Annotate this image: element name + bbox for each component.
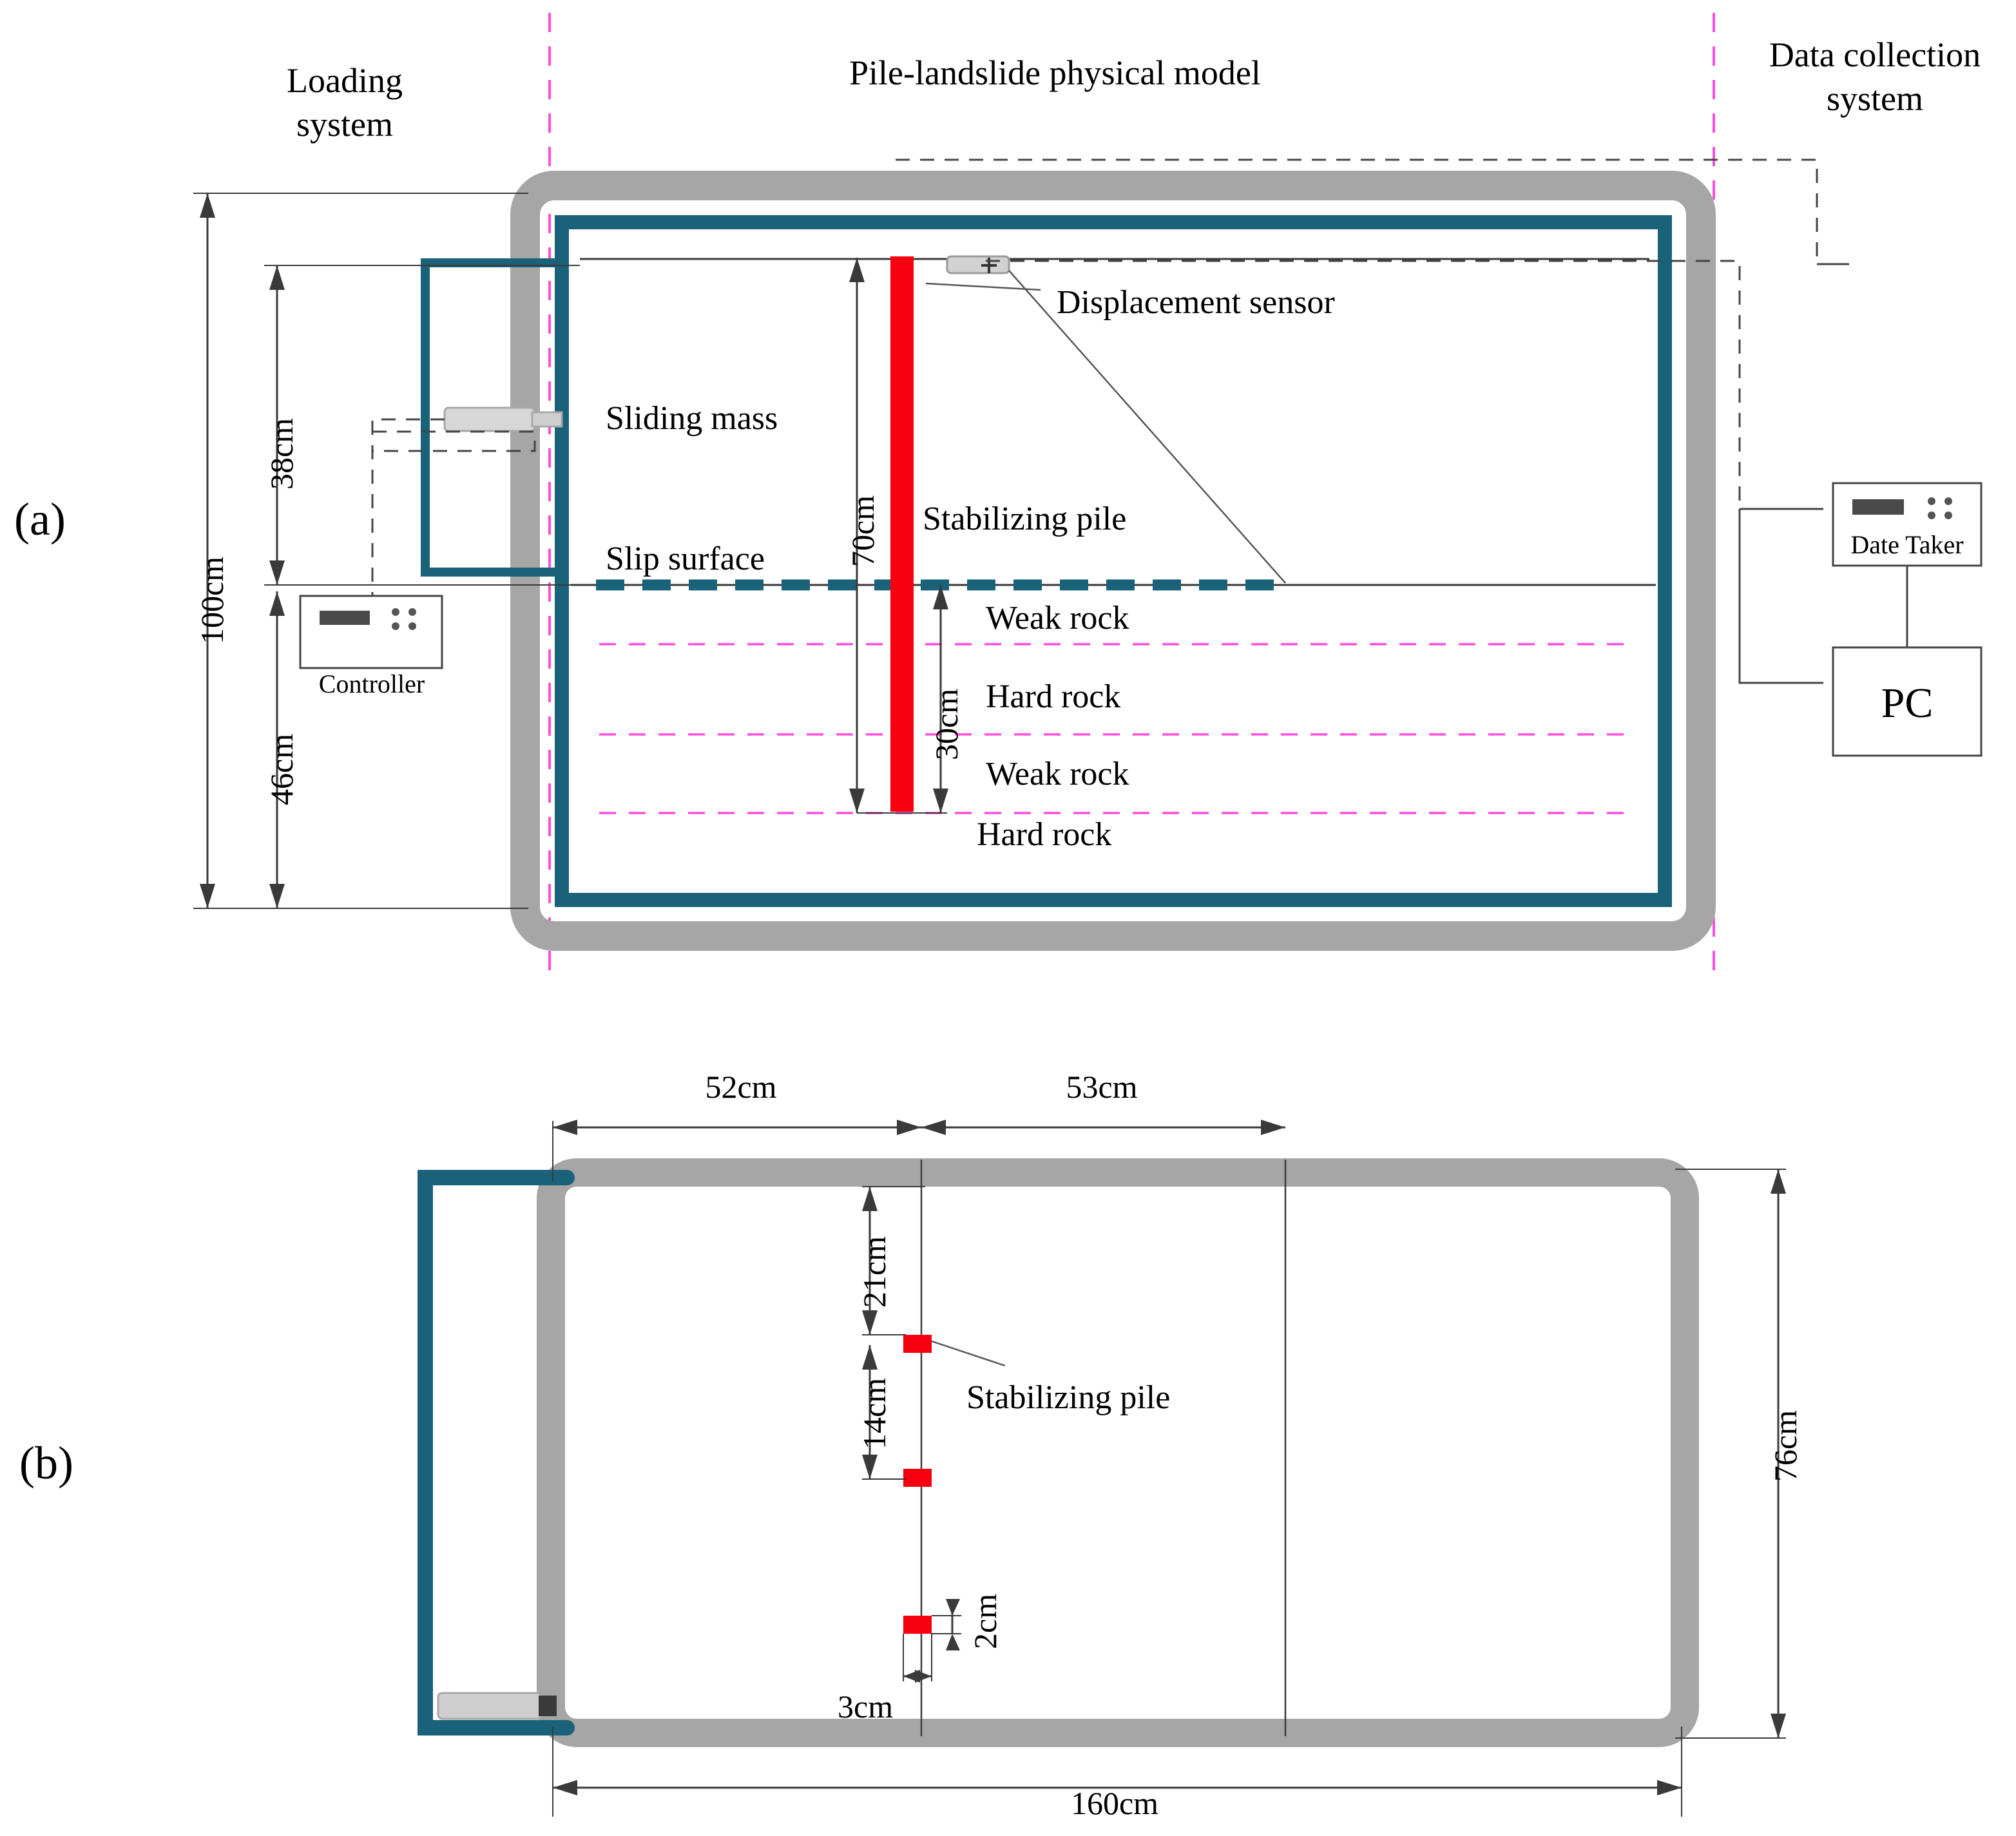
dim-160cm-label: 160cm [1070,1785,1159,1821]
data-system-title-line2: system [1826,79,1923,118]
actuator-piston-plan [438,1693,541,1719]
model-plan-interior [570,1192,1666,1714]
dim-70cm-label: 70cm [845,495,881,567]
pile-plan-1 [903,1335,932,1353]
controller-btn-1 [392,608,399,616]
controller-box [300,596,442,668]
dim-52cm-label: 52cm [705,1069,777,1105]
dim-53-arrow-right [1261,1120,1285,1135]
date-taker-btn-2 [1944,497,1952,505]
slip-surface-label: Slip surface [606,540,765,577]
panel-a-label: (a) [14,493,66,545]
dim-38-arrow-bottom [269,560,285,585]
controller-display [320,611,370,625]
dim-14cm-label: 14cm [856,1377,892,1449]
dim-52-arrow-left [553,1120,577,1135]
dim-52-arrow-right [897,1120,921,1135]
controller-label: Controller [318,669,425,698]
dim-100-arrow-bottom [200,884,215,908]
dim-38cm-label: 38cm [264,417,300,490]
dim-30cm-label: 30cm [928,688,965,760]
date-taker-label: Date Taker [1850,530,1964,559]
displacement-sensor-label: Displacement sensor [1057,284,1335,321]
data-cable-pc [1740,509,1823,683]
pile-plan-2 [903,1469,932,1487]
hard-rock-label-1: Hard rock [986,678,1121,715]
weak-rock-label-2: Weak rock [986,756,1129,792]
dim-76-arrow-top [1771,1169,1786,1194]
data-system-title-line1: Data collection [1769,35,1981,74]
stabilizing-pile-label-b: Stabilizing pile [966,1379,1171,1416]
sliding-mass-label: Sliding mass [606,400,778,437]
dim-21cm-label: 21cm [856,1236,892,1308]
dim-100cm-label: 100cm [194,556,230,644]
controller-btn-4 [408,622,416,630]
model-system-title: Pile-landslide physical model [849,53,1261,92]
loading-system-title-line2: system [296,104,393,144]
displacement-sensor-body [947,256,1009,273]
stabilizing-pile-a [890,256,914,812]
dim-46-arrow-top [269,591,285,616]
panel-b-graphics [0,1044,2016,1836]
pc-label: PC [1881,680,1934,727]
dim-76cm-label: 76cm [1767,1410,1803,1482]
date-taker-btn-4 [1944,512,1952,519]
dim-76-arrow-bottom [1771,1714,1786,1738]
panel-b-label: (b) [19,1437,73,1489]
date-taker-btn-1 [1928,497,1935,505]
date-taker-display [1852,499,1904,515]
controller-btn-2 [408,608,416,616]
hard-rock-label-2: Hard rock [977,816,1112,853]
dim-100-arrow-top [200,193,215,218]
date-taker-btn-3 [1928,512,1935,519]
actuator-piston [445,408,535,431]
dim-2cm-label: 2cm [967,1593,1003,1649]
dim-53cm-label: 53cm [1066,1069,1138,1105]
dim-38-arrow-top [269,265,285,290]
weak-rock-label-1: Weak rock [986,600,1129,636]
stabilizing-pile-label-a: Stabilizing pile [923,501,1127,537]
dim-46-arrow-bottom [269,884,285,908]
actuator-rod [532,412,562,426]
controller-btn-3 [392,622,399,630]
loading-system-title [238,59,451,146]
pile-plan-3 [903,1616,932,1634]
dim-46cm-label: 46cm [264,733,300,805]
dim-160-arrow-right [1657,1780,1682,1795]
dim-160-arrow-left [553,1780,577,1795]
dim-53-arrow-left [921,1120,946,1135]
loading-system-title-line1: Loading [287,61,403,100]
data-system-title [1733,33,2016,120]
dim-3cm-label: 3cm [838,1688,894,1725]
actuator-head-plan [539,1696,557,1716]
